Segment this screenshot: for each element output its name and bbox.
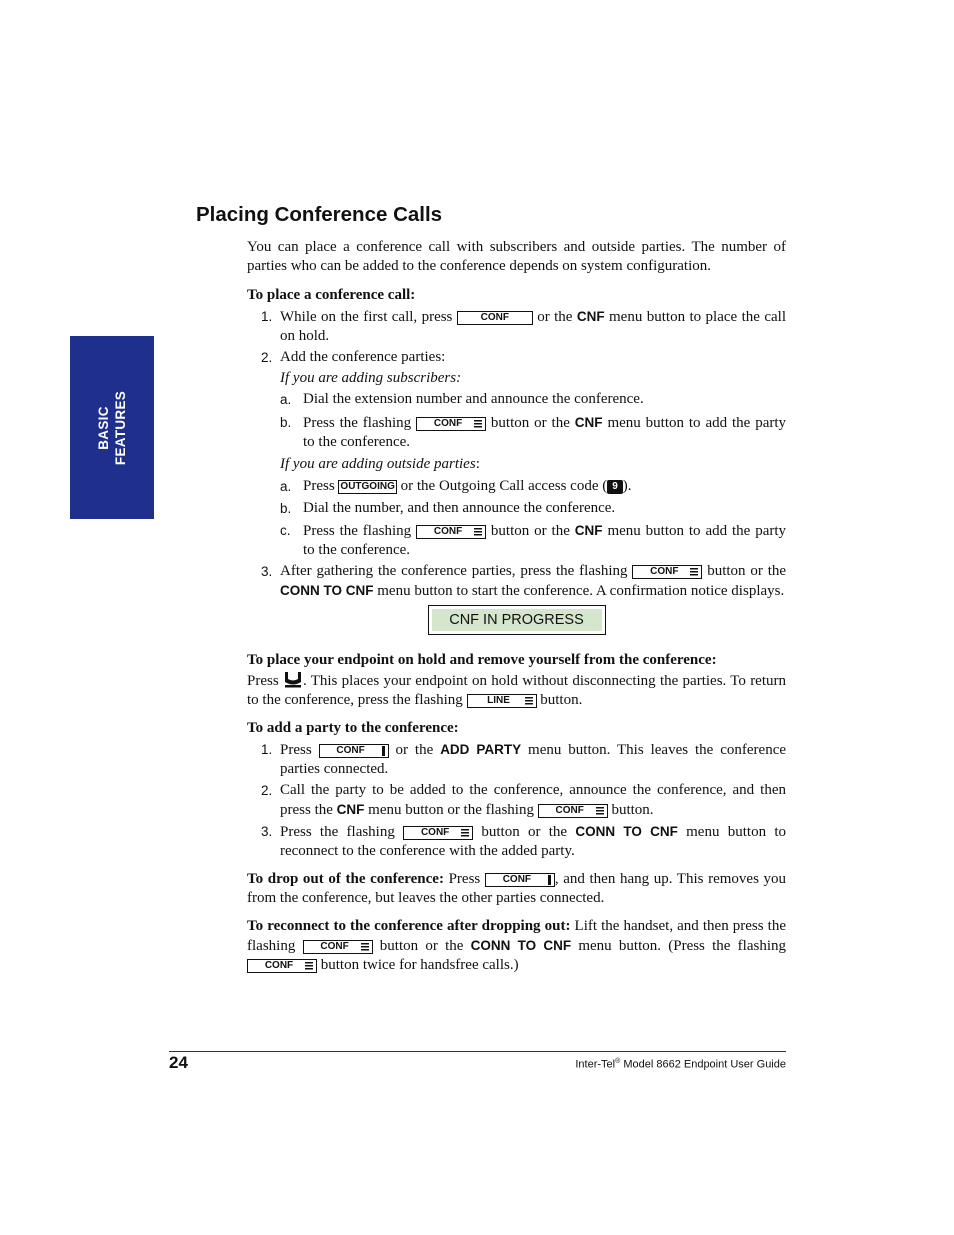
- out-step-b: b. Dial the number, and then announce the conference.: [280, 500, 616, 516]
- footer-title: Inter-Tel® Model 8662 Endpoint User Guide: [575, 1058, 786, 1071]
- add-step-2: 2. Call the party to be added to the conference, announce the conference, and then press the CNF menu button or the flashing CONF button.: [261, 782, 786, 818]
- side-tab-line1: BASIC: [96, 406, 111, 450]
- conference-steps: [247, 307, 786, 601]
- step-1: 1. While on the first call, press CONF or the CNF menu button to place the call on hold.: [261, 309, 786, 344]
- side-tab-line2: FEATURES: [113, 390, 128, 466]
- out-step-a: a. Press OUTGOING or the Outgoing Call access code ( 9 ).: [280, 478, 632, 494]
- step-3: 3. After gathering the conference parties, press the flashing CONF button or the CONN TO CNF menu button to start the conference. A confirmation notice displays.: [261, 563, 787, 599]
- sub-step-b: b. Press the flashing CONF button or the CNF menu button to add the party to the conference.: [280, 415, 787, 450]
- conf-flashing-key-icon: CONF: [403, 826, 473, 840]
- main-content: [247, 238, 786, 975]
- conf-key-icon: CONF: [457, 311, 533, 325]
- nine-key-icon: 9: [607, 480, 623, 494]
- section3-heading: To add a party to the conference:: [247, 720, 459, 736]
- display-text: CNF IN PROGRESS: [432, 609, 602, 631]
- section2-body: Press . This places your endpoint on hold without disconnecting the parties. To return to the conference, press the flashing LINE button.: [247, 670, 786, 710]
- conf-flashing-key-icon: CONF: [303, 940, 373, 954]
- footer-rule: [169, 1051, 786, 1052]
- sub-step-a: a. Dial the extension number and announce the conference.: [280, 391, 644, 407]
- outside-label: If you are adding outside parties: [280, 456, 476, 472]
- page-number: 24: [169, 1053, 188, 1072]
- out-step-c: c. Press the flashing CONF button or the CNF menu button to add the party to the conference.: [280, 523, 787, 558]
- step-2: 2. Add the conference parties: If you are adding subscribers: a. Dial the extension number and announce the conference. b. Press the flashing CONF button or the CNF menu button to add the party to the conference. If you are adding outside parties: a. Press OUTGOING or the Outgoing Call access code ( 9 ). b. Dial the number, and then announce the conference. c. Press the flashing CONF button or the CNF menu button to add the party to the conference.: [261, 349, 787, 558]
- section1-heading: To place a conference call:: [247, 287, 416, 303]
- subscribers-label: If you are adding subscribers:: [280, 370, 462, 386]
- add-step-3: 3. Press the flashing CONF button or the CONN TO CNF menu button to reconnect to the conference with the added party.: [261, 824, 786, 859]
- cnf-in-progress-display: [428, 605, 606, 635]
- page-title: Placing Conference Calls: [196, 203, 443, 226]
- conf-flashing-key-icon: CONF: [247, 959, 317, 973]
- section2-heading: To place your endpoint on hold and remove yourself from the conference:: [247, 652, 717, 668]
- section4-paragraph: To drop out of the conference: Press CONF , and then hang up. This removes you from the conference, but leaves the other parties connected.: [247, 871, 787, 906]
- section5-paragraph: To reconnect to the conference after dropping out: Lift the handset, and then press the flashing CONF button or the CONN TO CNF menu button. (Press the flashing CONF button twice for handsfree calls.): [247, 918, 787, 973]
- hold-handset-icon: [283, 670, 303, 688]
- outgoing-key-icon: OUTGOING: [340, 481, 395, 492]
- conf-key-lit-icon: CONF: [319, 744, 389, 758]
- intro-paragraph: You can place a conference call with subscribers and outside parties. The number of parties who can be added to the conference depends on system configuration.: [247, 239, 786, 274]
- add-step-1: 1. Press CONF or the ADD PARTY menu button. This leaves the conference parties connected.: [261, 742, 787, 777]
- conf-key-lit-icon: CONF: [485, 873, 555, 887]
- conf-flashing-key-icon: CONF: [416, 417, 486, 431]
- conf-flashing-key-icon: CONF: [416, 525, 486, 539]
- conf-flashing-key-icon: CONF: [538, 804, 608, 818]
- conf-flashing-key-icon: CONF: [632, 565, 702, 579]
- side-tab-label: [95, 391, 129, 465]
- line-flashing-key-icon: LINE: [467, 694, 537, 708]
